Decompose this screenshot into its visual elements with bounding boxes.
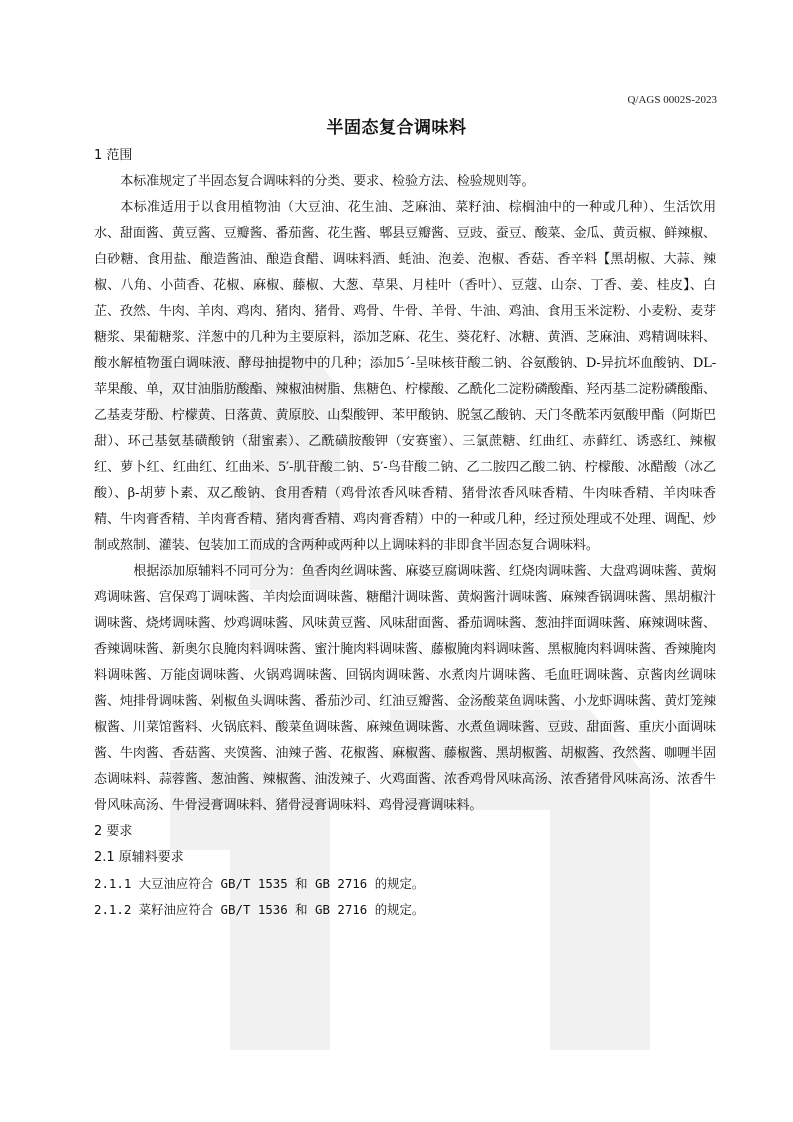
clause-2-1-1: 2.1.1 大豆油应符合 GB/T 1535 和 GB 2716 的规定。 [94,876,425,891]
section-heading-scope: 1 范围 [94,148,133,163]
paragraph-scope-2: 本标准适用于以食用植物油（大豆油、花生油、芝麻油、菜籽油、棕榈油中的一种或几种）、生活饮用水、甜面酱、黄豆酱、豆瓣酱、番茄酱、花生酱、郫县豆瓣酱、豆豉、蚕豆、酸菜、金瓜、黄贡椒、鲜辣椒、白砂糖、食用盐、酿造酱油、酿造食醋、调味料酒、蚝油、泡姜、泡椒、香菇、香辛料【黑胡椒、大蒜、辣椒、八角、小茴香、花椒、麻椒、藤椒、大葱、草果、月桂叶（香叶）、豆蔻、山奈、丁香、姜、桂皮】、白芷、孜然、牛肉、羊肉、鸡肉、猪肉、猪骨、鸡骨、牛骨、羊骨、牛油、鸡油、食用玉米淀粉、小麦粉、麦芽糖浆、果葡糖浆、洋葱中的几种为主要原料，添加芝麻、花生、葵花籽、冰糖、黄酒、芝麻油、鸡精调味料、酸水解植物蛋白调味液、酵母抽提物中的几种；添加5´-呈味核苷酸二钠、谷氨酸钠、D-异抗坏血酸钠、DL-苹果酸、单，双甘油脂肪酸酯、辣椒油树脂、焦糖色、柠檬酸、乙酰化二淀粉磷酸酯、羟丙基二淀粉磷酸酯、乙基麦芽酚、柠檬黄、日落黄、黄原胶、山梨酸钾、苯甲酸钠、脱氢乙酸钠、天门冬酰苯丙氨酸甲酯（阿斯巴甜）、环己基氨基磺酸钠（甜蜜素）、乙酰磺胺酸钾（安赛蜜）、三氯蔗糖、红曲红、赤藓红、诱惑红、辣椒红、萝卜红、红曲红、红曲米、5′-肌苷酸二钠、5′-鸟苷酸二钠、乙二胺四乙酸二钠、柠檬酸、冰醋酸（冰乙酸）、β-胡萝卜素、双乙酸钠、食用香精（鸡骨浓香风味香精、猪骨浓香风味香精、牛肉味香精、羊肉味香精、牛肉膏香精、羊肉膏香精、猪肉膏香精、鸡肉膏香精）中的一种或几种，经过预处理或不处理、调配、炒制或熬制、灌装、包装加工而成的含两种或两种以上调味料的非即食半固态复合调味料。 [94,200,716,553]
subsection-heading-raw-materials: 2.1 原辅料要求 [94,850,184,865]
document-title: 半固态复合调味料 [326,118,467,138]
paragraph-scope-3: 根据添加原辅料不同可分为：鱼香肉丝调味酱、麻婆豆腐调味酱、红烧肉调味酱、大盘鸡调味酱、黄焖鸡调味酱、宫保鸡丁调味酱、羊肉烩面调味酱、糖醋汁调味酱、黄焖酱汁调味酱、麻辣香锅调味酱、黑胡椒汁调味酱、烧烤调味酱、炒鸡调味酱、风味黄豆酱、风味甜面酱、番茄调味酱、葱油拌面调味酱、麻辣调味酱、香辣调味酱、新奥尔良腌肉料调味酱、蜜汁腌肉料调味酱、藤椒腌肉料调味酱、黑椒腌肉料调味酱、香辣腌肉料调味酱、万能卤调味酱、火锅鸡调味酱、回锅肉调味酱、水煮肉片调味酱、毛血旺调味酱、京酱肉丝调味酱、炖排骨调味酱、剁椒鱼头调味酱、番茄沙司、红油豆瓣酱、金汤酸菜鱼调味酱、小龙虾调味酱、黄灯笼辣椒酱、川菜馆酱料、火锅底料、酸菜鱼调味酱、麻辣鱼调味酱、水煮鱼调味酱、豆豉、甜面酱、重庆小面调味酱、牛肉酱、香菇酱、夹馍酱、油辣子酱、花椒酱、麻椒酱、藤椒酱、黑胡椒酱、胡椒酱、孜然酱、咖喱半固态调味料、蒜蓉酱、葱油酱、辣椒酱、油泼辣子、火鸡面酱、浓香鸡骨风味高汤、浓香猪骨风味高汤、浓香牛骨风味高汤、牛骨浸膏调味料、猪骨浸膏调味料、鸡骨浸膏调味料。 [94,564,716,813]
clause-2-1-2: 2.1.2 菜籽油应符合 GB/T 1536 和 GB 2716 的规定。 [94,902,425,917]
document-body [94,143,716,923]
document-code: Q/AGS 0002S-2023 [627,94,717,106]
section-heading-requirements: 2 要求 [94,824,133,839]
paragraph-scope-1: 本标准规定了半固态复合调味料的分类、要求、检验方法、检验规则等。 [120,174,535,189]
